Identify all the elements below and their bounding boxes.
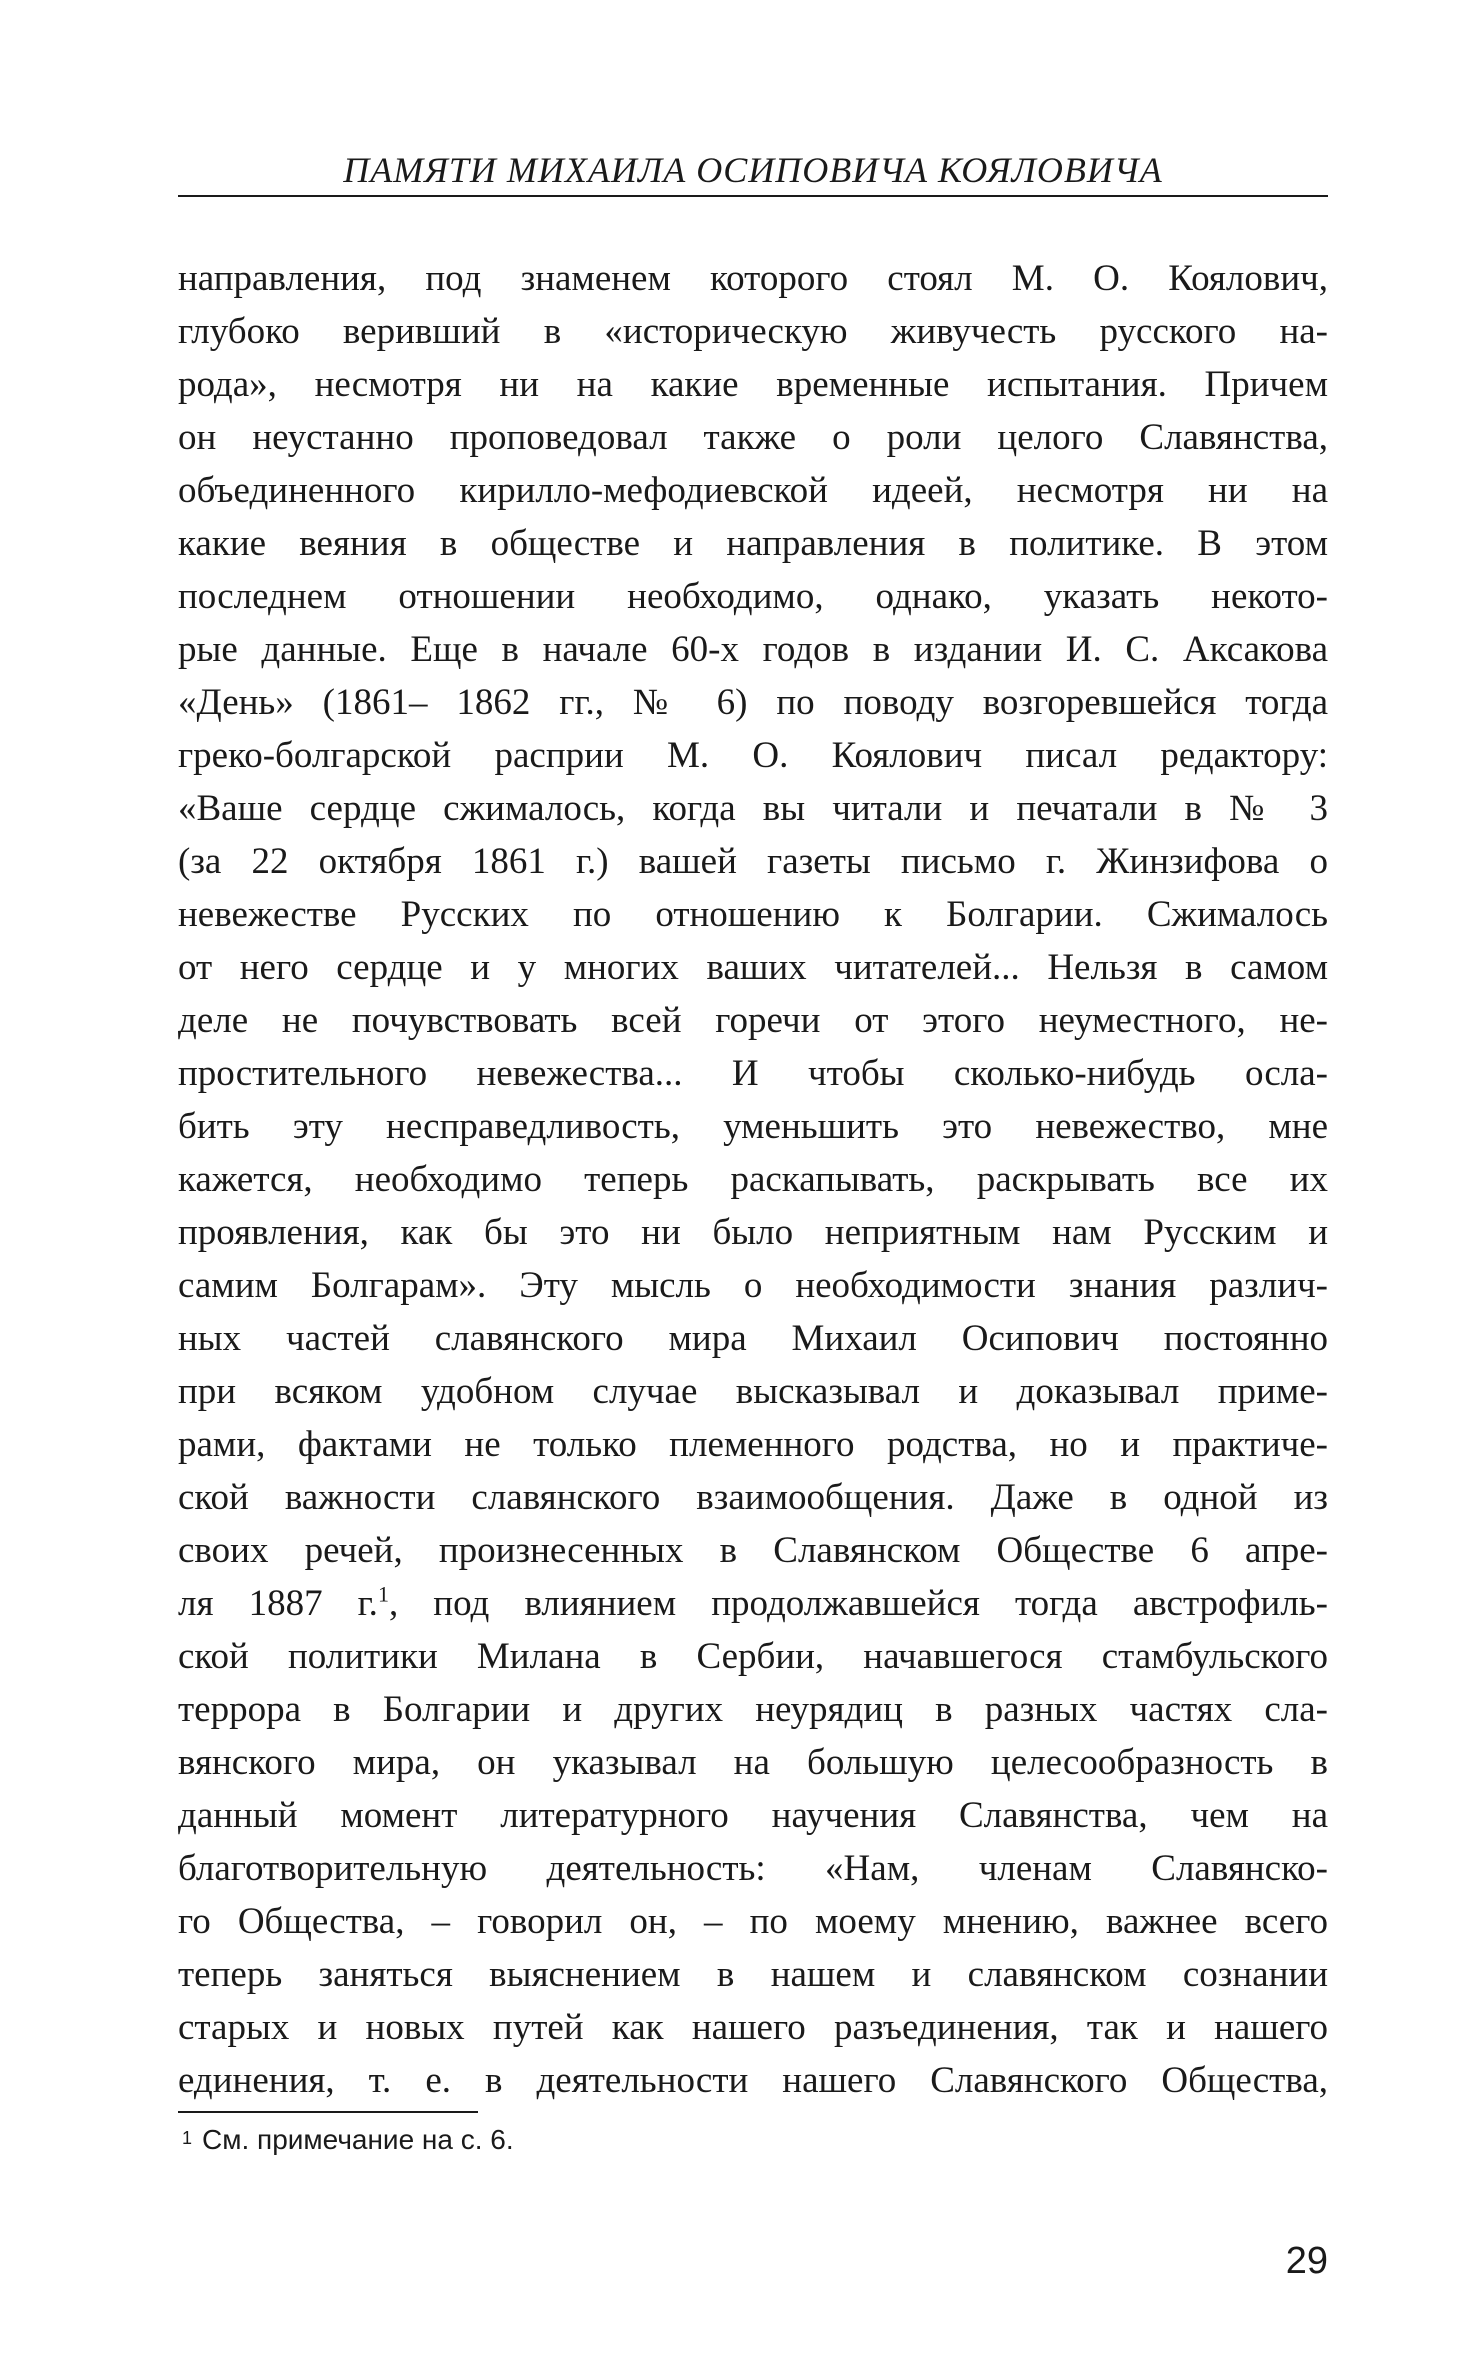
body-line: единения, т. е. в деятельности нашего Славянского Общества,: [178, 2060, 1328, 2101]
page-number: 29: [1285, 2240, 1328, 2282]
body-line: при всяком удобном случае высказывал и доказывал приме-: [178, 1371, 1328, 1412]
body-line: го Общества, – говорил он, – по моему мнению, важнее всего: [178, 1901, 1328, 1942]
body-line: вянского мира, он указывал на большую целесообразность в: [178, 1742, 1328, 1783]
footnote-rule: [178, 2111, 478, 2113]
ref-line-before: ля 1887 г.: [178, 1583, 378, 1624]
body-line: последнем отношении необходимо, однако, указать некото-: [178, 576, 1328, 617]
body-line: благотворительную деятельность: «Нам, членам Славянско-: [178, 1848, 1328, 1889]
header-rule: [178, 195, 1328, 197]
body-line: самим Болгарам». Эту мысль о необходимости знания различ-: [178, 1265, 1328, 1306]
body-line: деле не почувствовать всей горечи от этого неуместного, не-: [178, 1000, 1328, 1041]
body-line: террора в Болгарии и других неурядиц в разных частях сла-: [178, 1689, 1328, 1730]
footnote-reference[interactable]: 1: [377, 1581, 389, 1607]
body-line: рые данные. Еще в начале 60-х годов в издании И. С. Аксакова: [178, 629, 1328, 670]
body-line: какие веяния в обществе и направления в политике. В этом: [178, 523, 1328, 564]
body-line-with-footnote-ref: [178, 1577, 1328, 1630]
footnote-text: См. примечание на с. 6.: [202, 2124, 514, 2155]
body-line: рами, фактами не только племенного родства, но и практиче-: [178, 1424, 1328, 1465]
body-line: кажется, необходимо теперь раскапывать, раскрывать все их: [178, 1159, 1328, 1200]
body-line: направления, под знаменем которого стоял М. О. Коялович,: [178, 258, 1328, 299]
body-line: (за 22 октября 1861 г.) вашей газеты письмо г. Жинзифова о: [178, 841, 1328, 882]
body-line: он неустанно проповедовал также о роли целого Славянства,: [178, 417, 1328, 458]
body-line: своих речей, произнесенных в Славянском Обществе 6 апре-: [178, 1530, 1328, 1571]
body-line: глубоко веривший в «историческую живучесть русского на-: [178, 311, 1328, 352]
body-line: «Ваше сердце сжималось, когда вы читали и печатали в № 3: [178, 788, 1328, 829]
body-line: ской политики Милана в Сербии, начавшегося стамбульского: [178, 1636, 1328, 1677]
body-line: ных частей славянского мира Михаил Осипович постоянно: [178, 1318, 1328, 1359]
body-line: греко-болгарской расприи М. О. Коялович писал редактору:: [178, 735, 1328, 776]
footnote-mark: 1: [182, 2128, 193, 2148]
body-line: простительного невежества... И чтобы сколько-нибудь осла-: [178, 1053, 1328, 1094]
body-line: проявления, как бы это ни было неприятным нам Русским и: [178, 1212, 1328, 1253]
body-text: [178, 252, 1328, 2107]
body-line: невежестве Русских по отношению к Болгарии. Сжималось: [178, 894, 1328, 935]
body-line: от него сердце и у многих ваших читателей... Нельзя в самом: [178, 947, 1328, 988]
body-line: бить эту несправедливость, уменьшить это невежество, мне: [178, 1106, 1328, 1147]
footnote: [182, 2122, 514, 2158]
body-line: объединенного кирилло-мефодиевской идеей, несмотря ни на: [178, 470, 1328, 511]
ref-line-after: , под влиянием продолжавшейся тогда австрофиль-: [388, 1583, 1328, 1624]
body-line: «День» (1861– 1862 гг., № 6) по поводу возгоревшейся тогда: [178, 682, 1328, 723]
body-line: теперь заняться выяснением в нашем и славянском сознании: [178, 1954, 1328, 1995]
running-head: ПАМЯТИ МИХАИЛА ОСИПОВИЧА КОЯЛОВИЧА: [343, 150, 1163, 190]
body-line: рода», несмотря ни на какие временные испытания. Причем: [178, 364, 1328, 405]
body-line: старых и новых путей как нашего разъединения, так и нашего: [178, 2007, 1328, 2048]
body-line: данный момент литературного научения Славянства, чем на: [178, 1795, 1328, 1836]
body-line: ской важности славянского взаимообщения. Даже в одной из: [178, 1477, 1328, 1518]
